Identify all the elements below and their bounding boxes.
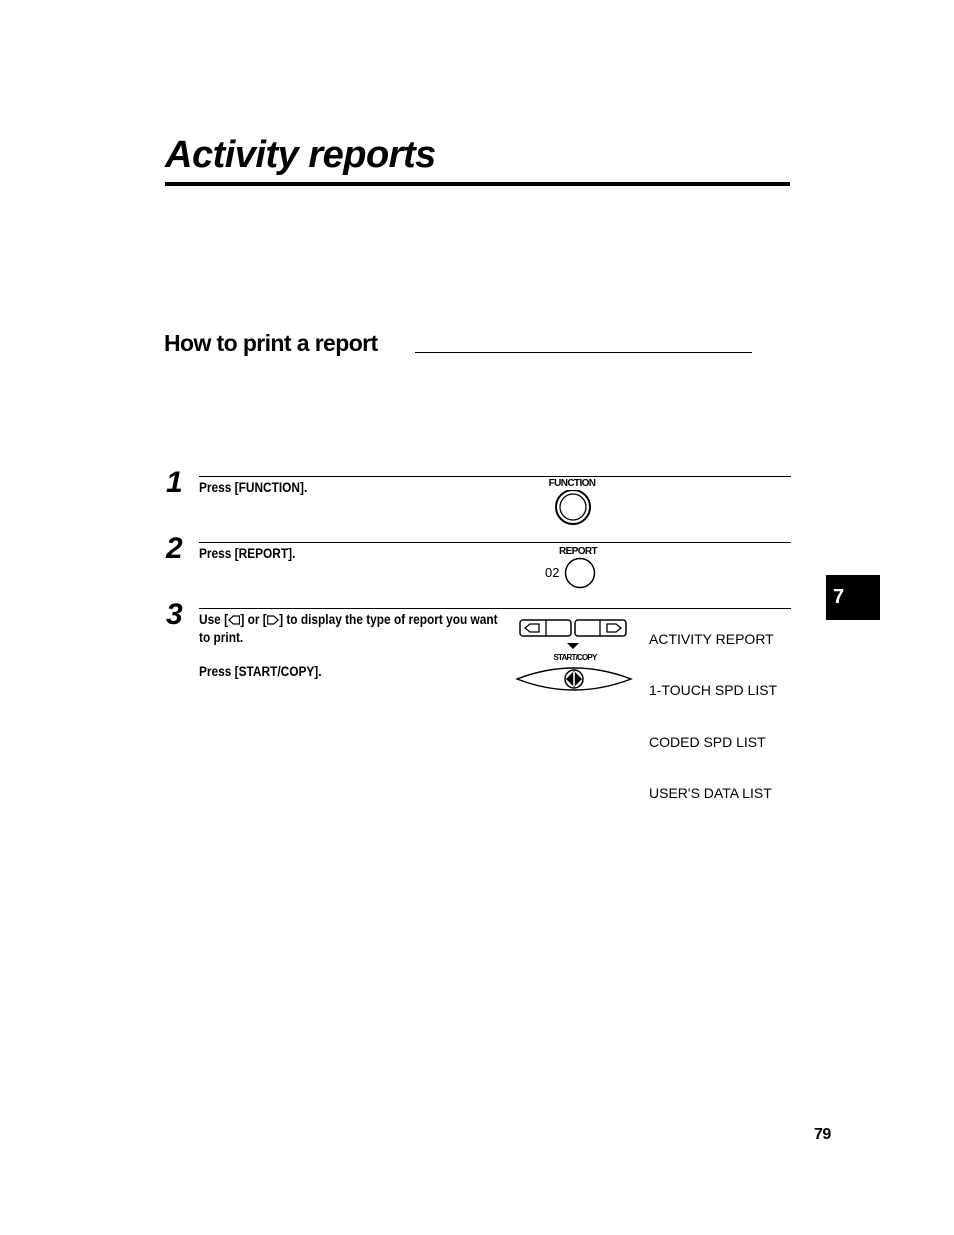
page-title: Activity reports [165,134,436,176]
section-heading-rule [415,352,752,353]
report-type-one-touch: 1-TOUCH SPD LIST [649,682,778,698]
step-2-rule [199,542,791,543]
down-triangle-icon [566,642,580,650]
title-rule [165,182,790,186]
start-copy-button-icon [515,663,633,695]
step-2-text: Press [REPORT]. [199,546,296,561]
section-heading: How to print a report [164,330,378,356]
left-arrow-icon [228,615,240,625]
step-3-number: 3 [166,598,183,631]
report-type-activity: ACTIVITY REPORT [649,631,774,647]
page-number: 79 [814,1126,831,1143]
report-button-illustration [545,546,607,589]
function-button-label: FUNCTION [548,478,596,489]
step-3-text-a: Use [ [199,612,229,627]
function-button-illustration [530,478,614,526]
report-button-code: 02 [545,565,560,580]
step-1-number: 1 [166,466,183,499]
step-3-text-b: ] or [ [240,612,267,627]
step-3-text-c: ] to display the type of report you want to print. [199,612,498,645]
chapter-number: 7 [833,586,845,608]
step-2-number: 2 [166,532,183,565]
chapter-tab [826,575,880,620]
right-arrow-icon [267,615,279,625]
report-button-icon [564,557,600,589]
step-1-text: Press [FUNCTION]. [199,480,308,495]
arrow-keys-icon [518,616,628,640]
step-3-second-text: Press [START/COPY]. [199,664,322,679]
step-3-text [199,611,498,647]
step-3-rule [199,608,791,609]
report-type-users-data: USER'S DATA LIST [649,785,772,801]
start-copy-button-label: START/COPY [553,653,597,662]
report-button-label: REPORT [558,546,598,557]
function-button-icon [530,490,614,526]
report-type-coded: CODED SPD LIST [649,734,766,750]
step-1-rule [199,476,791,477]
